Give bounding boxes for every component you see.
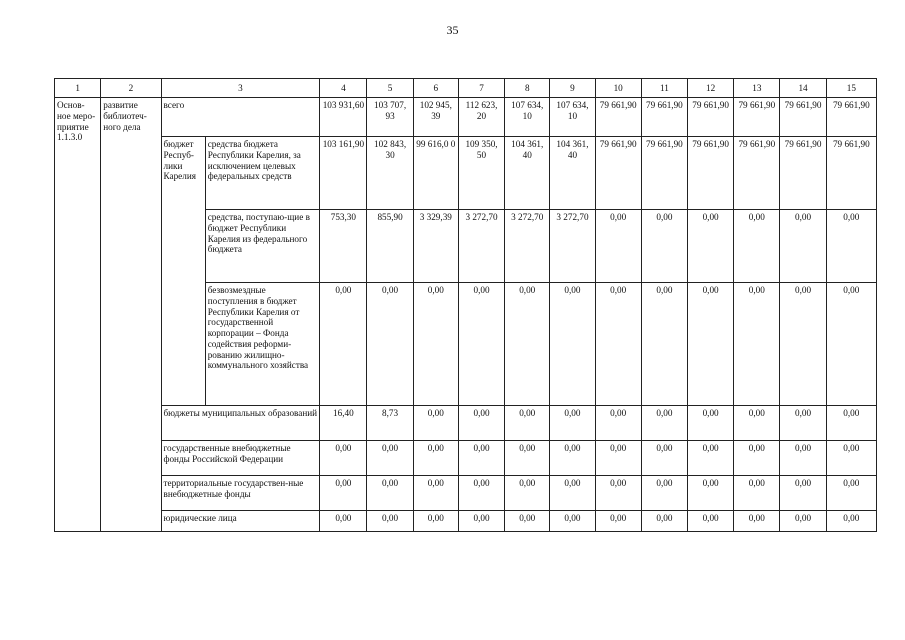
value-cell: 0,00 xyxy=(688,441,734,476)
header-cell: 5 xyxy=(367,79,413,98)
value-cell: 0,00 xyxy=(826,476,876,511)
value-cell: 0,00 xyxy=(458,406,504,441)
value-cell: 0,00 xyxy=(550,511,595,532)
value-cell: 0,00 xyxy=(734,283,780,406)
value-cell: 0,00 xyxy=(734,406,780,441)
value-cell: 0,00 xyxy=(826,406,876,441)
header-cell: 6 xyxy=(413,79,458,98)
header-row xyxy=(55,79,877,98)
value-cell: 102 945, 39 xyxy=(413,98,458,137)
value-cell: 0,00 xyxy=(688,283,734,406)
value-cell: 3 272,70 xyxy=(550,210,595,283)
value-cell: 0,00 xyxy=(458,441,504,476)
header-cell: 15 xyxy=(826,79,876,98)
value-cell: 0,00 xyxy=(595,511,641,532)
value-cell: 0,00 xyxy=(320,511,367,532)
value-cell: 0,00 xyxy=(688,511,734,532)
value-cell: 104 361, 40 xyxy=(550,137,595,210)
value-cell: 0,00 xyxy=(595,210,641,283)
value-cell: 16,40 xyxy=(320,406,367,441)
value-cell: 0,00 xyxy=(688,476,734,511)
header-cell: 11 xyxy=(641,79,687,98)
value-cell: 79 661,90 xyxy=(641,137,687,210)
page-number: 35 xyxy=(446,23,459,37)
header-cell: 1 xyxy=(55,79,101,98)
value-cell: 79 661,90 xyxy=(641,98,687,137)
value-cell: 79 661,90 xyxy=(780,137,826,210)
value-cell: 0,00 xyxy=(780,511,826,532)
value-cell: 3 272,70 xyxy=(458,210,504,283)
value-cell: 0,00 xyxy=(550,441,595,476)
row-label: территориальные государствен-ные внебюджетные фонды xyxy=(161,476,320,511)
value-cell: 0,00 xyxy=(780,283,826,406)
value-cell: 8,73 xyxy=(367,406,413,441)
row-label: всего xyxy=(161,98,320,137)
value-cell: 0,00 xyxy=(688,210,734,283)
value-cell: 0,00 xyxy=(826,441,876,476)
header-cell: 9 xyxy=(550,79,595,98)
value-cell: 855,90 xyxy=(367,210,413,283)
table-row xyxy=(55,511,877,532)
value-cell: 79 661,90 xyxy=(688,98,734,137)
event-name-cell: Основ-ное меро-приятие 1.1.3.0 xyxy=(55,98,101,532)
value-cell: 0,00 xyxy=(367,441,413,476)
value-cell: 0,00 xyxy=(826,210,876,283)
value-cell: 0,00 xyxy=(780,210,826,283)
value-cell: 104 361, 40 xyxy=(505,137,550,210)
event-goal-cell: развитие библиотеч-ного дела xyxy=(101,98,161,532)
row-label: бюджеты муниципальных образований xyxy=(161,406,320,441)
value-cell: 0,00 xyxy=(458,511,504,532)
value-cell: 3 329,39 xyxy=(413,210,458,283)
value-cell: 0,00 xyxy=(505,283,550,406)
value-cell: 112 623, 20 xyxy=(458,98,504,137)
value-cell: 0,00 xyxy=(734,511,780,532)
budget-table xyxy=(54,78,877,532)
table-row xyxy=(55,441,877,476)
header-cell: 12 xyxy=(688,79,734,98)
value-cell: 0,00 xyxy=(734,441,780,476)
value-cell: 0,00 xyxy=(505,441,550,476)
value-cell: 79 661,90 xyxy=(595,137,641,210)
row-label: юридические лица xyxy=(161,511,320,532)
table-row xyxy=(55,406,877,441)
value-cell: 3 272,70 xyxy=(505,210,550,283)
value-cell: 0,00 xyxy=(780,406,826,441)
value-cell: 0,00 xyxy=(367,511,413,532)
value-cell: 0,00 xyxy=(413,283,458,406)
header-cell: 14 xyxy=(780,79,826,98)
value-cell: 102 843, 30 xyxy=(367,137,413,210)
value-cell: 0,00 xyxy=(413,441,458,476)
value-cell: 0,00 xyxy=(367,476,413,511)
value-cell: 0,00 xyxy=(505,406,550,441)
value-cell: 0,00 xyxy=(550,476,595,511)
value-cell: 753,30 xyxy=(320,210,367,283)
value-cell: 103 707, 93 xyxy=(367,98,413,137)
row-label: государственные внебюджетные фонды Российской Федерации xyxy=(161,441,320,476)
value-cell: 99 616,0 0 xyxy=(413,137,458,210)
value-cell: 107 634, 10 xyxy=(505,98,550,137)
value-cell: 0,00 xyxy=(641,476,687,511)
header-cell: 10 xyxy=(595,79,641,98)
budget-group-cell: бюджет Респуб-лики Карелия xyxy=(161,137,205,406)
header-cell: 2 xyxy=(101,79,161,98)
value-cell: 0,00 xyxy=(320,283,367,406)
header-cell: 8 xyxy=(505,79,550,98)
value-cell: 0,00 xyxy=(780,476,826,511)
value-cell: 103 931,60 xyxy=(320,98,367,137)
value-cell: 103 161,90 xyxy=(320,137,367,210)
value-cell: 0,00 xyxy=(734,210,780,283)
value-cell: 0,00 xyxy=(320,441,367,476)
value-cell: 0,00 xyxy=(595,476,641,511)
value-cell: 0,00 xyxy=(505,511,550,532)
value-cell: 0,00 xyxy=(550,406,595,441)
row-label: средства бюджета Республики Карелия, за исключением целевых федеральных средств xyxy=(205,137,320,210)
value-cell: 107 634, 10 xyxy=(550,98,595,137)
value-cell: 0,00 xyxy=(413,406,458,441)
table-row xyxy=(55,137,877,210)
value-cell: 0,00 xyxy=(641,441,687,476)
header-cell: 13 xyxy=(734,79,780,98)
value-cell: 0,00 xyxy=(367,283,413,406)
value-cell: 79 661,90 xyxy=(826,137,876,210)
value-cell: 109 350, 50 xyxy=(458,137,504,210)
value-cell: 0,00 xyxy=(550,283,595,406)
table-row xyxy=(55,98,877,137)
value-cell: 79 661,90 xyxy=(734,137,780,210)
value-cell: 0,00 xyxy=(595,441,641,476)
value-cell: 0,00 xyxy=(641,406,687,441)
value-cell: 0,00 xyxy=(458,283,504,406)
header-cell: 4 xyxy=(320,79,367,98)
value-cell: 79 661,90 xyxy=(595,98,641,137)
value-cell: 0,00 xyxy=(595,283,641,406)
value-cell: 0,00 xyxy=(413,511,458,532)
header-cell: 3 xyxy=(161,79,320,98)
value-cell: 0,00 xyxy=(595,406,641,441)
value-cell: 0,00 xyxy=(641,210,687,283)
value-cell: 0,00 xyxy=(826,283,876,406)
value-cell: 79 661,90 xyxy=(688,137,734,210)
value-cell: 0,00 xyxy=(320,476,367,511)
value-cell: 0,00 xyxy=(458,476,504,511)
row-label: средства, поступаю-щие в бюджет Республики Карелия из федерального бюджета xyxy=(205,210,320,283)
value-cell: 0,00 xyxy=(413,476,458,511)
table-row xyxy=(55,476,877,511)
value-cell: 0,00 xyxy=(505,476,550,511)
value-cell: 79 661,90 xyxy=(780,98,826,137)
value-cell: 79 661,90 xyxy=(734,98,780,137)
value-cell: 0,00 xyxy=(688,406,734,441)
value-cell: 79 661,90 xyxy=(826,98,876,137)
header-cell: 7 xyxy=(458,79,504,98)
value-cell: 0,00 xyxy=(641,283,687,406)
value-cell: 0,00 xyxy=(780,441,826,476)
value-cell: 0,00 xyxy=(826,511,876,532)
value-cell: 0,00 xyxy=(641,511,687,532)
row-label: безвозмездные поступления в бюджет Республики Карелия от государственной корпорации – Фонда содействия реформи-рованию жилищно-коммунального хозяйства xyxy=(205,283,320,406)
value-cell: 0,00 xyxy=(734,476,780,511)
